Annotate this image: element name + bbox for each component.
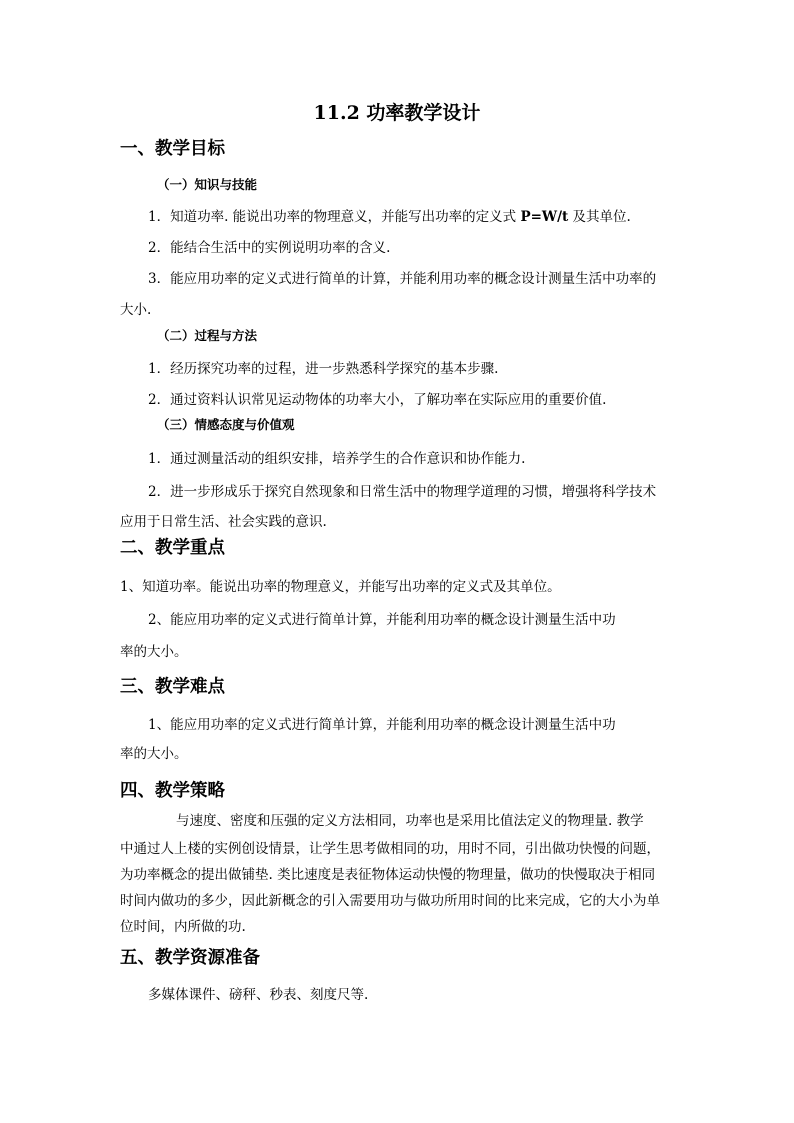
document-title: 11.2 功率教学设计 — [313, 102, 481, 124]
resources-text: 多媒体课件、磅秤、秒表、刻度尺等. — [148, 987, 369, 1003]
power-formula: P=W/t — [520, 209, 569, 225]
key-point-item-2-line-2: 率的大小。 — [120, 644, 188, 660]
subheading-process: （二）过程与方法 — [157, 328, 258, 343]
knowledge-item-3-line-2: 大小. — [120, 302, 152, 318]
difficulty-item-1-line-2: 率的大小。 — [120, 746, 188, 762]
knowledge-item-1-suffix: 及其单位. — [568, 209, 631, 225]
strategy-line-1: 与速度、密度和压强的定义方法相同，功率也是采用比值法定义的物理量. 教学 — [176, 813, 644, 829]
section-heading-difficulties: 三、教学难点 — [120, 677, 225, 697]
key-point-item-1: 1、知道功率。能说出功率的物理意义，并能写出功率的定义式及其单位。 — [120, 579, 561, 595]
strategy-line-2: 中通过人上楼的实例创设情景，让学生思考做相同的功，用时不同，引出做功快慢的问题， — [120, 841, 660, 857]
knowledge-item-3-line-1: 3．能应用功率的定义式进行简单的计算，并能利用功率的概念设计测量生活中功率的 — [148, 271, 657, 287]
section-heading-key-points: 二、教学重点 — [120, 538, 225, 558]
process-item-2: 2．通过资料认识常见运动物体的功率大小，了解功率在实际应用的重要价值. — [148, 392, 607, 408]
strategy-line-4: 时间内做功的多少，因此新概念的引入需要用功与做功所用时间的比来完成，它的大小为单 — [120, 893, 660, 909]
knowledge-item-1 — [148, 208, 631, 226]
attitude-item-2-line-2: 应用于日常生活、社会实践的意识. — [120, 514, 327, 530]
knowledge-item-2: 2．能结合生活中的实例说明功率的含义. — [148, 240, 391, 256]
subheading-attitude: （三）情感态度与价值观 — [157, 417, 295, 432]
key-point-item-2-line-1: 2、能应用功率的定义式进行简单计算，并能利用功率的概念设计测量生活中功 — [148, 612, 616, 628]
attitude-item-1: 1．通过测量活动的组织安排，培养学生的合作意识和协作能力. — [148, 451, 526, 467]
section-heading-resources: 五、教学资源准备 — [120, 948, 260, 968]
knowledge-item-1-text: 1．知道功率. 能说出功率的物理意义，并能写出功率的定义式 — [148, 209, 521, 225]
section-heading-strategy: 四、教学策略 — [120, 781, 225, 801]
subheading-knowledge: （一）知识与技能 — [157, 177, 258, 192]
section-heading-goals: 一、教学目标 — [120, 139, 225, 159]
difficulty-item-1-line-1: 1、能应用功率的定义式进行简单计算，并能利用功率的概念设计测量生活中功 — [148, 717, 616, 733]
strategy-line-5: 位时间，内所做的功. — [120, 919, 246, 935]
process-item-1: 1．经历探究功率的过程，进一步熟悉科学探究的基本步骤. — [148, 361, 499, 377]
strategy-line-3: 为功率概念的提出做铺垫. 类比速度是表征物体运动快慢的物理量，做功的快慢取决于相同 — [120, 867, 656, 883]
attitude-item-2-line-1: 2．进一步形成乐于探究自然现象和日常生活中的物理学道理的习惯，增强将科学技术 — [148, 484, 657, 500]
